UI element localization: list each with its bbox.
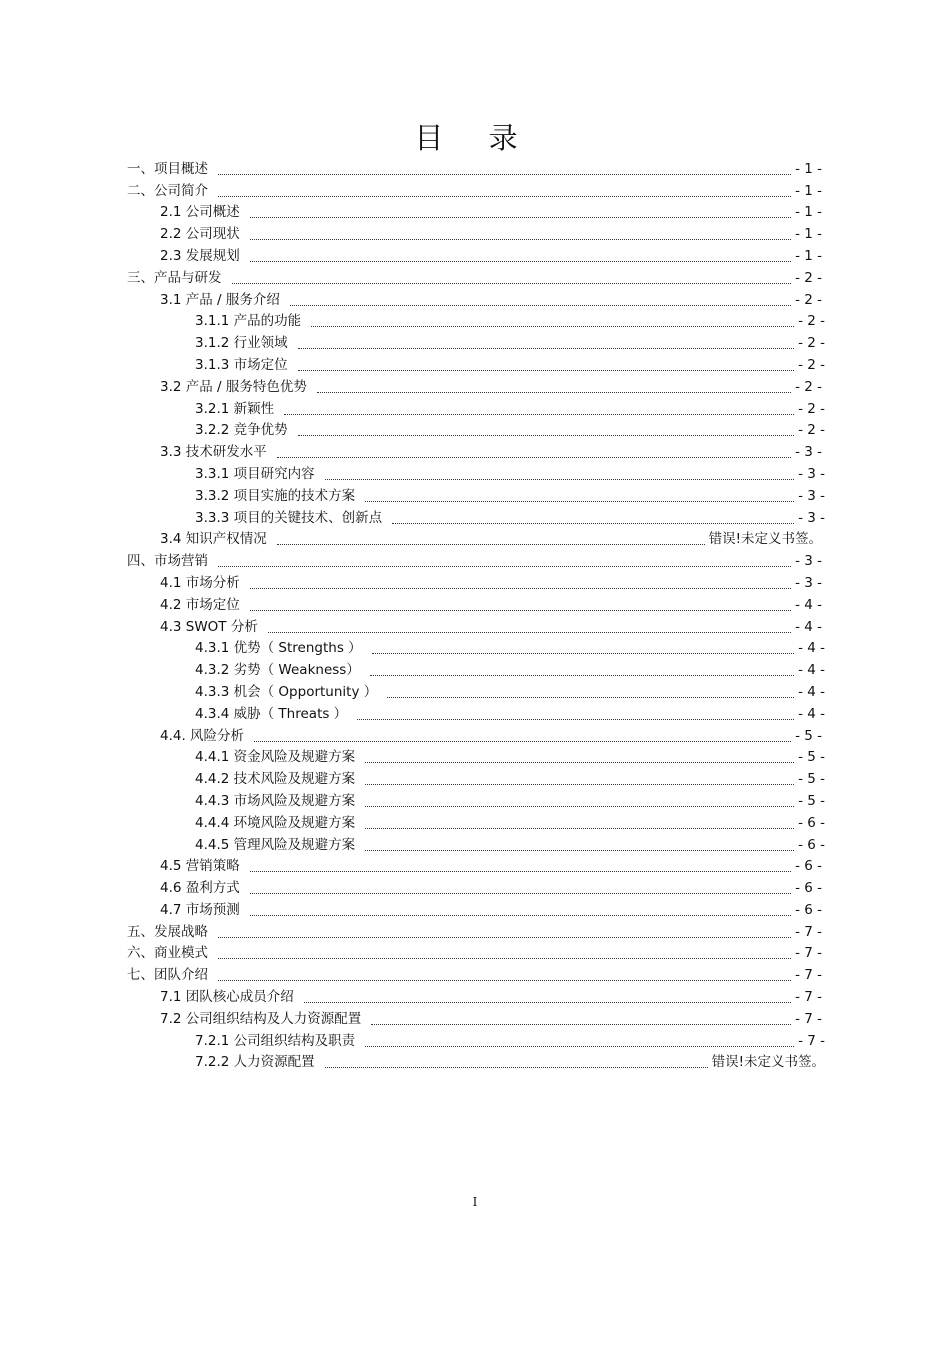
toc-entry[interactable] (0, 1028, 950, 1050)
toc-entry[interactable] (0, 505, 950, 527)
toc-entry[interactable] (0, 570, 950, 592)
toc-entry[interactable] (0, 418, 950, 440)
toc-entry-page: - 3 - (798, 465, 825, 482)
toc-entry-page: 错误!未定义书签。 (708, 531, 822, 548)
toc-entry-label: 五、发展战略 (127, 923, 208, 940)
toc-entry[interactable] (0, 657, 950, 679)
dot-leader (317, 391, 791, 393)
toc-title: 目 录 (414, 121, 536, 155)
toc-entry[interactable] (0, 962, 950, 984)
toc-entry-label: 4.4.2 技术风险及规避方案 (195, 771, 356, 788)
dot-leader (392, 522, 794, 524)
toc-entry-page: - 5 - (798, 792, 825, 809)
toc-entry[interactable] (0, 352, 950, 374)
toc-entry-page: - 2 - (798, 356, 825, 373)
toc-entry[interactable] (0, 156, 950, 178)
toc-entry-page: - 7 - (795, 945, 822, 962)
toc-entry-page: - 4 - (798, 640, 825, 657)
toc-entry-label: 二、公司简介 (127, 182, 208, 199)
toc-entry-page: - 2 - (798, 400, 825, 417)
toc-entry-label: 3.2 产品 / 服务特色优势 (160, 378, 307, 395)
toc-entry-label: 3.1 产品 / 服务介绍 (160, 291, 280, 308)
toc-entry-page: - 2 - (798, 313, 825, 330)
toc-entry-page: - 6 - (798, 814, 825, 831)
page-number: I (472, 1195, 478, 1209)
dot-leader (365, 827, 794, 829)
toc-entry-page: - 5 - (798, 749, 825, 766)
dot-leader (387, 696, 794, 698)
dot-leader (250, 892, 791, 894)
toc-entry[interactable] (0, 330, 950, 352)
toc-entry-label: 4.4. 风险分析 (160, 727, 245, 744)
toc-entry[interactable] (0, 483, 950, 505)
toc-entry-label: 7.2.1 公司组织结构及职责 (195, 1032, 356, 1049)
toc-entry[interactable] (0, 723, 950, 745)
dot-leader (365, 805, 794, 807)
toc-entry-page: - 7 - (795, 1010, 822, 1027)
toc-entry-page: 错误!未定义书签。 (711, 1054, 825, 1071)
toc-entry[interactable] (0, 614, 950, 636)
dot-leader (298, 434, 794, 436)
toc-entry-label: 3.1.1 产品的功能 (195, 313, 302, 330)
toc-entry-label: 3.1.3 市场定位 (195, 356, 288, 373)
toc-entry-page: - 6 - (795, 880, 822, 897)
toc-entry-page: - 1 - (795, 204, 822, 221)
toc-entry-label: 3.3 技术研发水平 (160, 444, 267, 461)
toc-entry[interactable] (0, 592, 950, 614)
toc-entry-label: 4.4.4 环境风险及规避方案 (195, 814, 356, 831)
dot-leader (365, 761, 794, 763)
dot-leader (298, 369, 794, 371)
dot-leader (250, 238, 791, 240)
toc-entry-page: - 7 - (795, 967, 822, 984)
toc-entry-label: 一、项目概述 (127, 160, 208, 177)
toc-entry[interactable] (0, 745, 950, 767)
toc-entry-label: 4.7 市场预测 (160, 901, 240, 918)
dot-leader (284, 413, 794, 415)
toc-entry-page: - 6 - (798, 836, 825, 853)
dot-leader (250, 216, 791, 218)
dot-leader (290, 304, 791, 306)
toc-entry-page: - 3 - (795, 444, 822, 461)
toc-entry-label: 3.1.2 行业领域 (195, 335, 288, 352)
toc-entry-label: 3.2.2 竞争优势 (195, 422, 288, 439)
toc-entry[interactable] (0, 200, 950, 222)
dot-leader (325, 1066, 708, 1068)
toc-entry[interactable] (0, 1050, 950, 1072)
dot-leader (218, 957, 791, 959)
toc-entry-label: 4.3.2 劣势（ Weakness） (195, 662, 360, 679)
toc-entry-page: - 2 - (798, 335, 825, 352)
dot-leader (277, 543, 705, 545)
dot-leader (304, 1001, 791, 1003)
dot-leader (250, 870, 791, 872)
dot-leader (218, 936, 791, 938)
dot-leader (357, 718, 794, 720)
dot-leader (365, 500, 794, 502)
toc-entry-label: 4.1 市场分析 (160, 574, 240, 591)
dot-leader (218, 195, 791, 197)
toc-entry[interactable] (0, 287, 950, 309)
toc-entry-label: 3.3.2 项目实施的技术方案 (195, 487, 356, 504)
toc-entry-page: - 5 - (798, 771, 825, 788)
toc-entry[interactable] (0, 810, 950, 832)
toc-entry-page: - 3 - (798, 487, 825, 504)
toc-entry[interactable] (0, 1006, 950, 1028)
toc-entry-label: 3.3.1 项目研究内容 (195, 465, 315, 482)
dot-leader (277, 456, 791, 458)
toc-entry-page: - 4 - (798, 683, 825, 700)
toc-entry[interactable] (0, 701, 950, 723)
toc-entry-label: 4.3.3 机会（ Opportunity ） (195, 683, 378, 700)
toc-entry-page: - 3 - (798, 509, 825, 526)
toc-entry[interactable] (0, 548, 950, 570)
toc-entry-label: 2.3 发展规划 (160, 247, 240, 264)
toc-entry-label: 4.5 营销策略 (160, 858, 240, 875)
toc-entry-label: 4.4.3 市场风险及规避方案 (195, 792, 356, 809)
toc-entry-label: 六、商业模式 (127, 945, 208, 962)
toc-entry[interactable] (0, 919, 950, 941)
dot-leader (250, 609, 791, 611)
toc-entry[interactable] (0, 374, 950, 396)
toc-entry[interactable] (0, 265, 950, 287)
toc-entry-label: 4.2 市场定位 (160, 596, 240, 613)
toc-entry-page: - 1 - (795, 182, 822, 199)
toc-entry-label: 四、市场营销 (127, 553, 208, 570)
toc-entry[interactable] (0, 439, 950, 461)
toc-entry-page: - 6 - (795, 901, 822, 918)
toc-entry-label: 4.3 SWOT 分析 (160, 618, 258, 635)
toc-entry-label: 7.2.2 人力资源配置 (195, 1054, 315, 1071)
toc-entry-page: - 4 - (798, 705, 825, 722)
toc-entry-page: - 2 - (798, 422, 825, 439)
table-of-contents (0, 156, 950, 1071)
toc-entry[interactable] (0, 243, 950, 265)
toc-entry[interactable] (0, 875, 950, 897)
toc-entry-label: 4.3.4 威胁（ Threats ） (195, 705, 348, 722)
toc-entry[interactable] (0, 984, 950, 1006)
dot-leader (311, 325, 794, 327)
toc-entry-page: - 7 - (795, 989, 822, 1006)
toc-entry-page: - 4 - (798, 662, 825, 679)
toc-entry-label: 2.1 公司概述 (160, 204, 240, 221)
toc-entry-label: 2.2 公司现状 (160, 226, 240, 243)
toc-entry[interactable] (0, 832, 950, 854)
toc-entry[interactable] (0, 854, 950, 876)
dot-leader (254, 740, 791, 742)
toc-entry[interactable] (0, 461, 950, 483)
dot-leader (298, 347, 794, 349)
dot-leader (370, 674, 794, 676)
toc-entry[interactable] (0, 679, 950, 701)
dot-leader (250, 914, 791, 916)
dot-leader (218, 173, 791, 175)
dot-leader (365, 1045, 794, 1047)
toc-entry-page: - 4 - (795, 618, 822, 635)
toc-entry[interactable] (0, 527, 950, 549)
dot-leader (250, 260, 791, 262)
dot-leader (250, 587, 791, 589)
dot-leader (372, 652, 794, 654)
toc-entry[interactable] (0, 941, 950, 963)
toc-entry[interactable] (0, 636, 950, 658)
toc-entry[interactable] (0, 897, 950, 919)
dot-leader (371, 1023, 791, 1025)
toc-entry-label: 4.3.1 优势（ Strengths ） (195, 640, 362, 657)
toc-entry-label: 4.4.1 资金风险及规避方案 (195, 749, 356, 766)
toc-entry-page: - 7 - (798, 1032, 825, 1049)
toc-entry[interactable] (0, 766, 950, 788)
dot-leader (268, 631, 791, 633)
dot-leader (232, 282, 792, 284)
toc-entry-page: - 2 - (795, 378, 822, 395)
toc-entry[interactable] (0, 178, 950, 200)
dot-leader (218, 979, 791, 981)
toc-entry-page: - 4 - (795, 596, 822, 613)
dot-leader (325, 478, 794, 480)
toc-entry[interactable] (0, 309, 950, 331)
toc-entry[interactable] (0, 221, 950, 243)
toc-entry-label: 三、产品与研发 (127, 269, 222, 286)
toc-entry-page: - 1 - (795, 247, 822, 264)
toc-entry-label: 7.1 团队核心成员介绍 (160, 989, 294, 1006)
dot-leader (365, 849, 794, 851)
dot-leader (218, 565, 791, 567)
toc-entry-label: 7.2 公司组织结构及人力资源配置 (160, 1010, 362, 1027)
toc-entry[interactable] (0, 396, 950, 418)
dot-leader (365, 783, 794, 785)
toc-entry-page: - 1 - (795, 160, 822, 177)
toc-entry-page: - 3 - (795, 553, 822, 570)
toc-entry-label: 七、团队介绍 (127, 967, 208, 984)
toc-entry-page: - 3 - (795, 574, 822, 591)
toc-entry-label: 3.3.3 项目的关键技术、创新点 (195, 509, 383, 526)
toc-entry[interactable] (0, 788, 950, 810)
toc-entry-page: - 2 - (795, 269, 822, 286)
toc-entry-label: 4.4.5 管理风险及规避方案 (195, 836, 356, 853)
toc-entry-page: - 6 - (795, 858, 822, 875)
toc-entry-label: 4.6 盈利方式 (160, 880, 240, 897)
toc-entry-page: - 2 - (795, 291, 822, 308)
toc-entry-label: 3.4 知识产权情况 (160, 531, 267, 548)
toc-entry-page: - 7 - (795, 923, 822, 940)
toc-entry-page: - 5 - (795, 727, 822, 744)
toc-entry-label: 3.2.1 新颖性 (195, 400, 275, 417)
toc-entry-page: - 1 - (795, 226, 822, 243)
